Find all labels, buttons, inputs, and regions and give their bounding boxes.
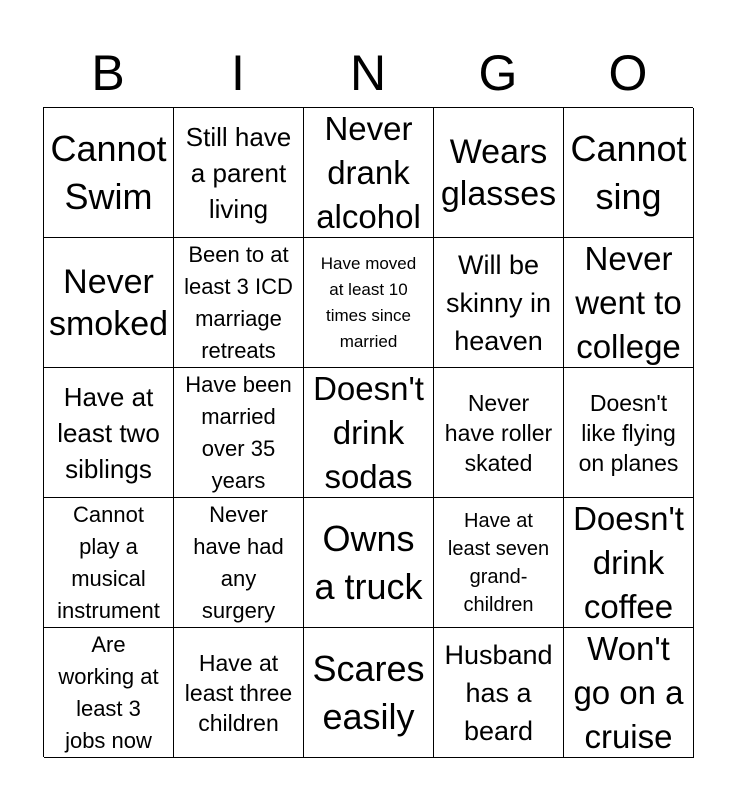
bingo-square-text: Still have a parent living [185, 121, 292, 224]
bingo-square-text: Have at least three children [184, 649, 293, 736]
bingo-square[interactable] [434, 108, 564, 238]
bingo-square[interactable] [434, 498, 564, 628]
header-letter-i: I [231, 45, 245, 101]
bingo-square[interactable] [304, 498, 434, 628]
bingo-square-text: Doesn't drink sodas [313, 369, 424, 495]
header-letter-b: B [91, 45, 125, 101]
bingo-square-text: Are working at least 3 jobs now [58, 631, 159, 753]
bingo-square-text: Never smoked [48, 262, 169, 343]
bingo-square[interactable] [304, 368, 434, 498]
bingo-square[interactable] [564, 628, 694, 758]
bingo-square-text: Cannot Swim [50, 127, 167, 217]
bingo-square-text: Husband has a beard [444, 639, 553, 746]
bingo-square-text: Have at least two siblings [57, 381, 160, 484]
bingo-square-text: Have at least seven grand- children [447, 509, 550, 616]
bingo-square[interactable] [44, 628, 174, 758]
bingo-square-text: Have moved at least 10 times since married [320, 253, 417, 351]
bingo-square[interactable] [174, 498, 304, 628]
bingo-square[interactable] [304, 108, 434, 238]
bingo-square-text: Will be skinny in heaven [445, 249, 552, 356]
bingo-card-grid [43, 107, 693, 757]
bingo-square-text: Never have roller skated [444, 389, 553, 476]
bingo-square-text: Doesn't like flying on planes [578, 389, 679, 476]
bingo-square[interactable] [564, 368, 694, 498]
bingo-square[interactable] [434, 628, 564, 758]
bingo-square[interactable] [174, 108, 304, 238]
bingo-square[interactable] [174, 628, 304, 758]
bingo-square[interactable] [44, 498, 174, 628]
bingo-square-text: Never drank alcohol [316, 109, 421, 235]
bingo-square[interactable] [174, 238, 304, 368]
header-letter-n: N [349, 45, 387, 101]
bingo-square-text: Cannot sing [570, 127, 687, 217]
bingo-square[interactable] [44, 108, 174, 238]
bingo-square-text: Have been married over 35 years [185, 371, 292, 493]
bingo-square-text: Been to at least 3 ICD marriage retreats [184, 241, 293, 363]
bingo-square[interactable] [434, 238, 564, 368]
bingo-square-text: Won't go on a cruise [573, 629, 684, 755]
bingo-square[interactable] [564, 238, 694, 368]
bingo-square[interactable] [564, 498, 694, 628]
bingo-square[interactable] [44, 368, 174, 498]
header-letter-o: O [608, 45, 648, 101]
bingo-square[interactable] [564, 108, 694, 238]
bingo-square-text: Wears glasses [440, 132, 557, 213]
bingo-square[interactable] [434, 368, 564, 498]
bingo-square[interactable] [174, 368, 304, 498]
header-letter-g: G [478, 45, 518, 101]
bingo-square-text: Never have had any surgery [193, 501, 284, 623]
bingo-header [43, 40, 693, 106]
bingo-square[interactable] [304, 628, 434, 758]
bingo-square-text: Scares easily [312, 647, 425, 737]
bingo-square-text: Never went to college [575, 239, 682, 365]
bingo-square[interactable] [44, 238, 174, 368]
bingo-square-text: Cannot play a musical instrument [57, 501, 160, 623]
bingo-square-text: Doesn't drink coffee [573, 499, 684, 625]
bingo-square[interactable] [304, 238, 434, 368]
bingo-square-text: Owns a truck [314, 517, 423, 607]
